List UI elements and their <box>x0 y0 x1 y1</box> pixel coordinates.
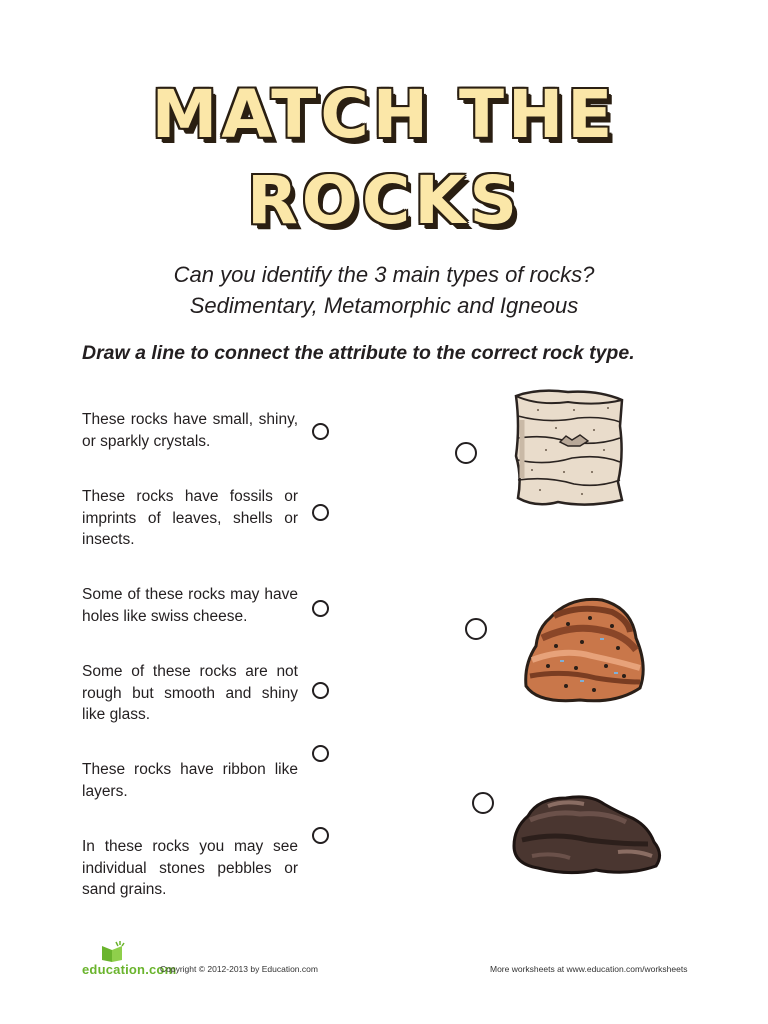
attribute-dot-1[interactable] <box>312 423 329 440</box>
attribute-dot-5[interactable] <box>312 745 329 762</box>
attribute-dot-3[interactable] <box>312 600 329 617</box>
attribute-text-5: These rocks have ribbon like layers. <box>82 761 298 800</box>
attribute-dot-6[interactable] <box>312 827 329 844</box>
attribute-text-3: Some of these rocks may have holes like swiss cheese. <box>82 586 298 625</box>
attribute-text-1: These rocks have small, shiny, or sparkly crystals. <box>82 411 298 450</box>
attribute-dot-2[interactable] <box>312 504 329 521</box>
more-worksheets-link[interactable]: More worksheets at www.education.com/worksheets <box>490 964 688 974</box>
dark-igneous-rock-icon <box>508 790 666 876</box>
attribute-dot-4[interactable] <box>312 682 329 699</box>
attribute-text-4: Some of these rocks are not rough but smooth and shiny like glass. <box>82 663 298 723</box>
rock-dot-1[interactable] <box>455 442 477 464</box>
worksheet-title-line-1: MATCH THE <box>151 76 617 153</box>
layered-sedimentary-rock-icon <box>508 386 630 510</box>
attribute-text-6: In these rocks you may see individual stones pebbles or sand grains. <box>82 838 298 898</box>
subtitle-question: Can you identify the 3 main types of rocks? <box>173 262 595 287</box>
instruction-text: Draw a line to connect the attribute to the correct rock type. <box>82 342 635 364</box>
copyright-text: Copyright © 2012-2013 by Education.com <box>160 964 318 974</box>
rock-dot-3[interactable] <box>472 792 494 814</box>
book-logo-icon <box>98 940 128 962</box>
banded-metamorphic-rock-icon <box>520 594 652 706</box>
subtitle-rock-types: Sedimentary, Metamorphic and Igneous <box>189 293 579 318</box>
rock-dot-2[interactable] <box>465 618 487 640</box>
education-logo-text: education.com <box>82 962 177 977</box>
worksheet-title-line-2: ROCKS <box>246 162 522 239</box>
attribute-text-2: These rocks have fossils or imprints of leaves, shells or insects. <box>82 488 298 548</box>
